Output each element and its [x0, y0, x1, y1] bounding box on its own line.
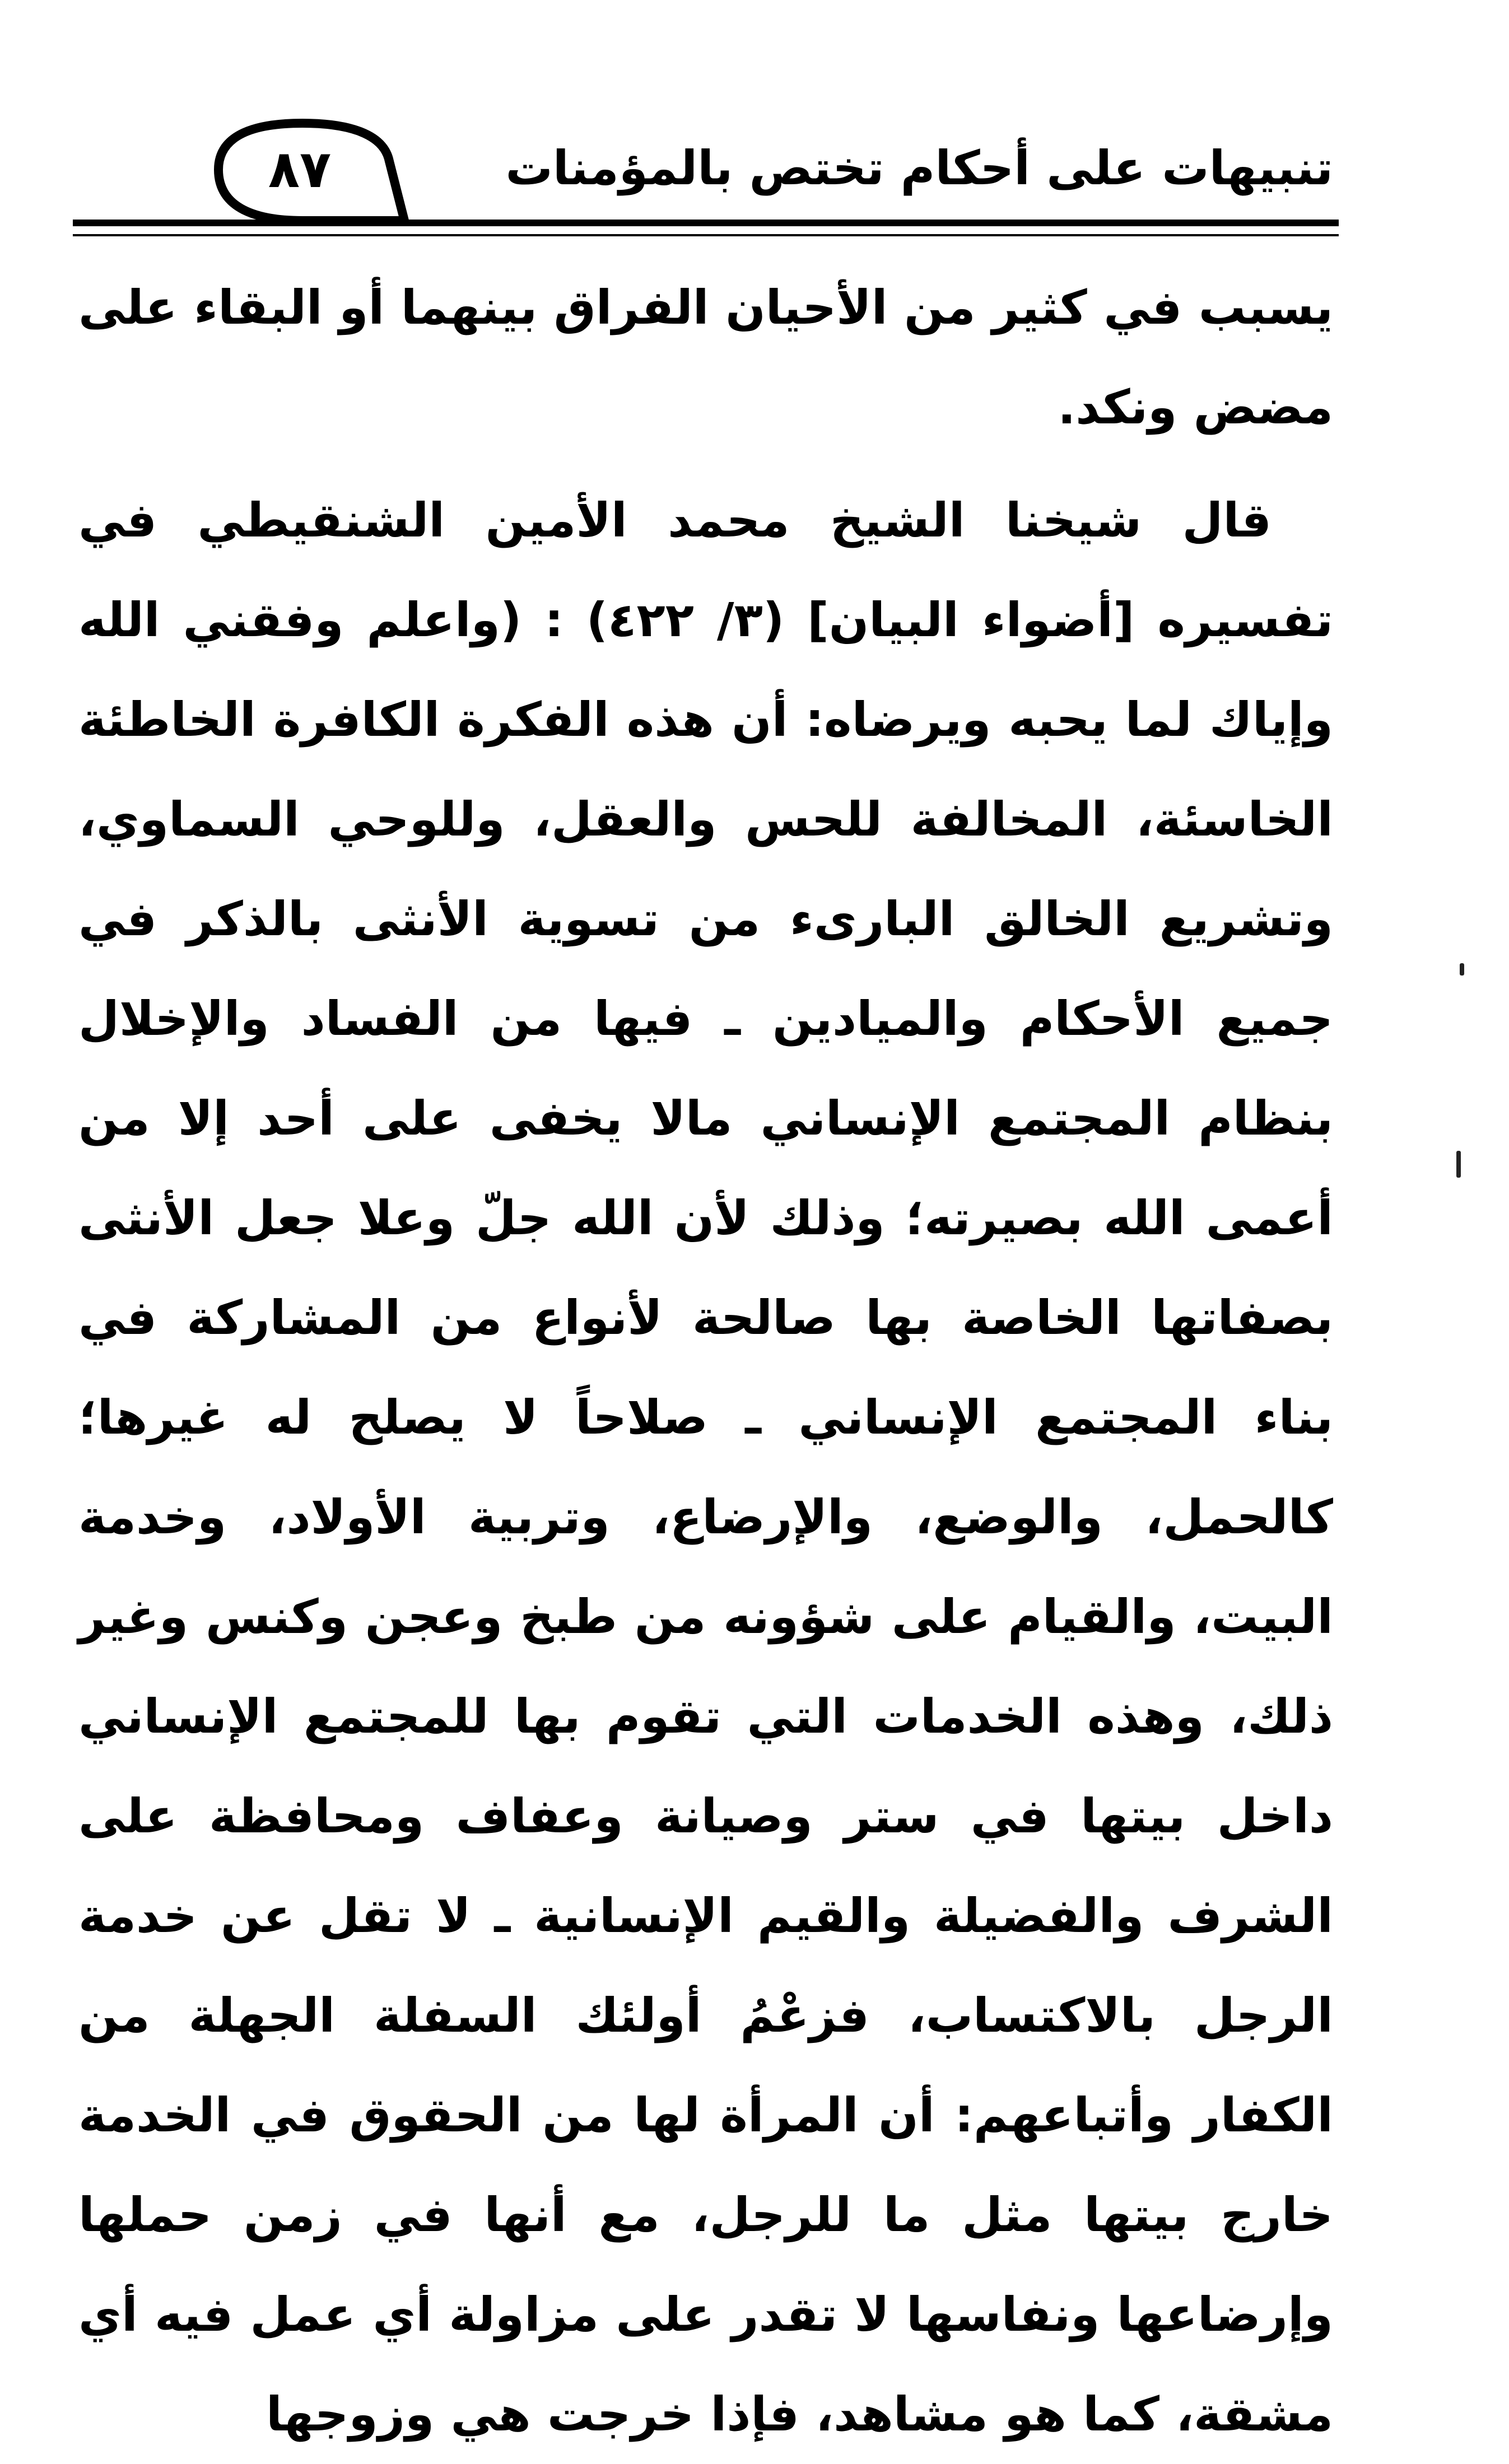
- page-number-badge: [196, 116, 409, 223]
- scan-edge-mark: [1456, 1151, 1461, 1178]
- page-number: ٨٧: [268, 139, 332, 199]
- scan-edge-mark: [1460, 963, 1464, 976]
- paragraph-1: يسبب في كثير من الأحيان الفراق بينهما أو البقاء على مضض ونكد.: [78, 280, 1333, 435]
- header-title: تنبيهات على أحكام تختص بالمؤمنات: [505, 141, 1333, 195]
- main-text: [78, 258, 1333, 2464]
- running-header: [73, 112, 1339, 246]
- header-rule-thick: [73, 220, 1339, 226]
- paragraph-2: قال شيخنا الشيخ محمد الأمين الشنقيطي في تفسيره [أضواء البيان] (٣/ ٤٢٢) : (واعلم وفقني الله وإياك لما يحبه ويرضاه: أن هذه الفكرة الكافرة الخاطئة الخاسئة، المخالفة للحس والعقل، وللوحي السماوي، وتشريع الخالق البارىء من تسوية الأنثى بالذكر في جميع الأحكام والميادين ـ فيها من الفساد والإخلال بنظام المجتمع الإنساني مالا يخفى على أحد إلا من أعمى الله بصيرته؛ وذلك لأن الله جلّ وعلا جعل الأنثى بصفاتها الخاصة بها صالحة لأنواع من المشاركة في بناء المجتمع الإنساني ـ صلاحاً لا يصلح له غيرها؛ كالحمل، والوضع، والإرضاع، وتربية الأولاد، وخدمة البيت، والقيام على شؤونه من طبخ وعجن وكنس وغير ذلك، وهذه الخدمات التي تقوم بها للمجتمع الإنساني داخل بيتها في ستر وصيانة وعفاف ومحافظة على الشرف والفضيلة والقيم الإنسانية ـ لا تقل عن خدمة الرجل بالاكتساب، فزعْمُ أولئك السفلة الجهلة من الكفار وأتباعهم: أن المرأة لها من الحقوق في الخدمة خارج بيتها مثل ما للرجل، مع أنها في زمن حملها وإرضاعها ونفاسها لا تقدر على مزاولة أي عمل فيه أي مشقة، كما هو مشاهد، فإذا خرجت هي وزوجها: [78, 493, 1333, 2442]
- header-rule-thin: [73, 234, 1339, 236]
